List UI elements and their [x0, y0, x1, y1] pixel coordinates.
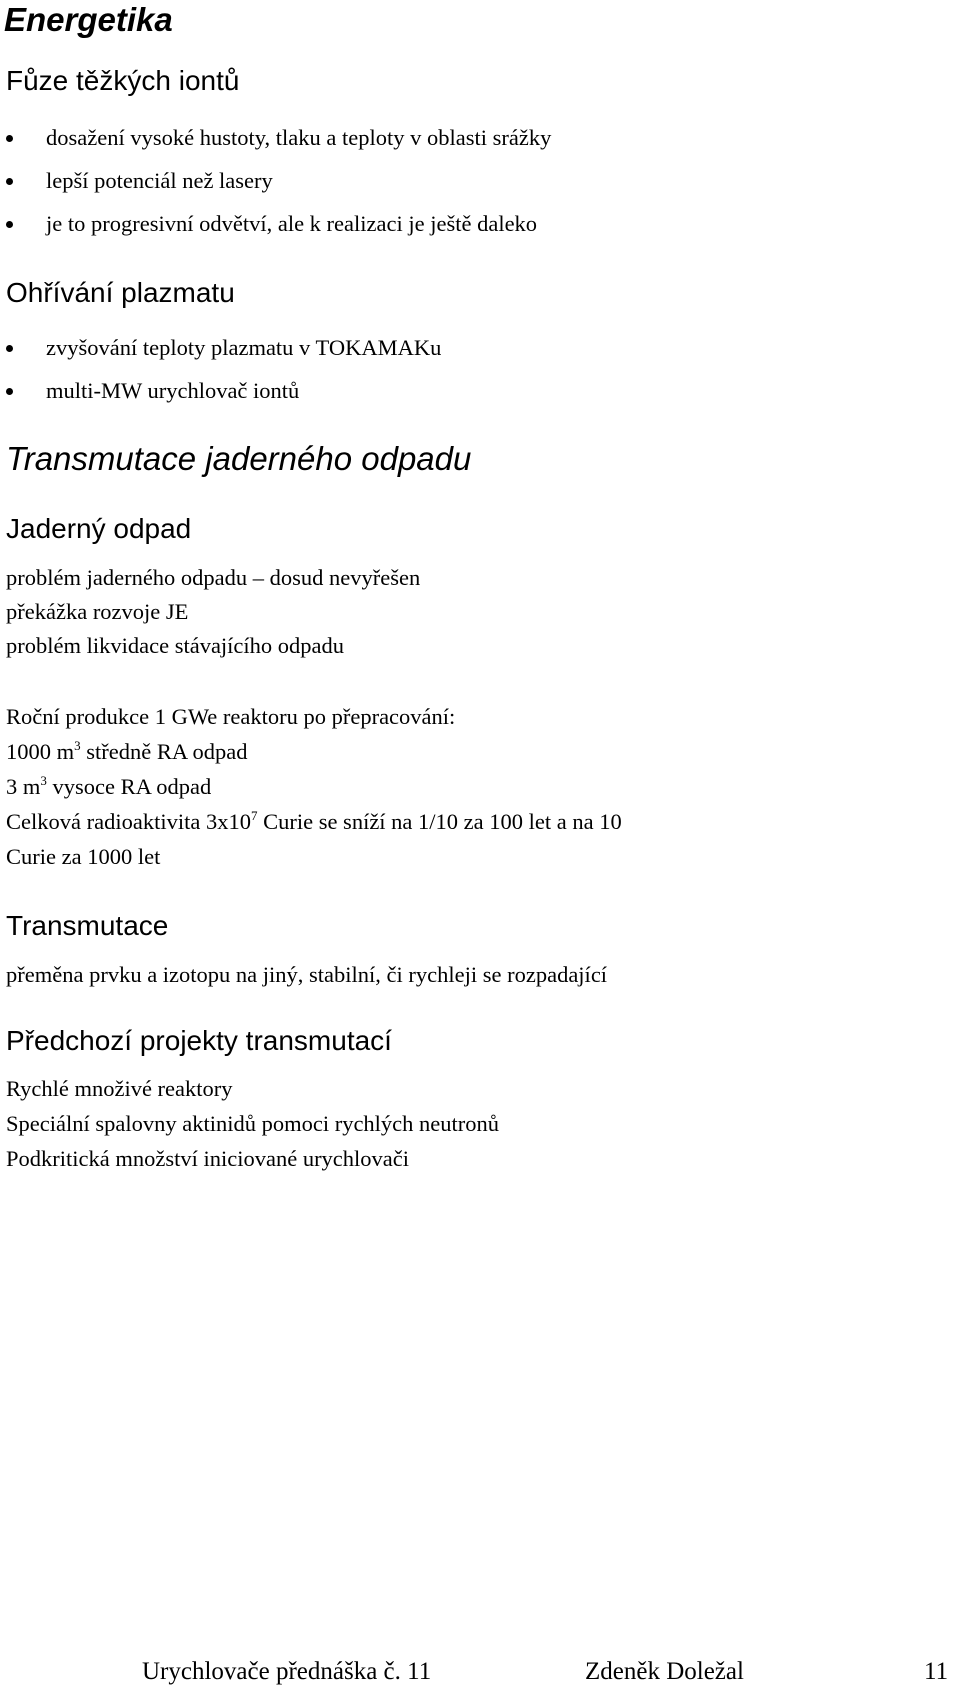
production-line-4: Curie za 1000 let — [6, 844, 161, 869]
heading-projekty: Předchozí projekty transmutací — [6, 1025, 392, 1056]
footer-page-number: 11 — [924, 1658, 949, 1685]
footer-course: Urychlovače přednáška č. 11 — [142, 1658, 432, 1685]
transmutace-definition: přeměna prvku a izotopu na jiný, stabilní, či rychleji se rozpadající — [6, 962, 608, 987]
heading-fuze: Fůze těžkých iontů — [6, 65, 240, 96]
text-line: Rychlé množivé reaktory — [6, 1076, 233, 1101]
bullet-icon — [6, 221, 13, 228]
text-line: problém jaderného odpadu – dosud nevyřešen — [6, 565, 421, 590]
production-line-1: 1000 $m^3$ středně RA odpad — [6, 738, 248, 764]
heading-transmutace: Transmutace — [6, 910, 169, 941]
production-intro: Roční produkce 1 GWe reaktoru po přepracování: — [6, 704, 456, 729]
text-line: Podkritická množství iniciované urychlovači — [6, 1146, 410, 1171]
bullet-icon — [6, 135, 13, 142]
list-item-text: zvyšování teploty plazmatu v TOKAMAKu — [46, 335, 442, 360]
footer-author: Zdeněk Doležal — [585, 1658, 744, 1685]
text-line: Speciální spalovny aktinidů pomoci rychlých neutronů — [6, 1111, 500, 1136]
list-item-text: je to progresivní odvětví, ale k realizaci je ještě daleko — [46, 211, 538, 236]
production-line-2: 3 $m^3$ vysoce RA odpad — [6, 773, 212, 799]
heading-jaderny-odpad: Jaderný odpad — [6, 513, 192, 544]
bullet-icon — [6, 178, 13, 185]
heading-ohrivani: Ohřívání plazmatu — [6, 277, 235, 308]
section-title-transmutace: Transmutace jaderného odpadu — [6, 440, 472, 477]
production-line-3: Celková radioaktivita $3x10^7$ Curie se sníží na 1/10 za 100 let a na 10 — [6, 808, 622, 834]
bullet-icon — [6, 345, 13, 352]
text-line: překážka rozvoje JE — [6, 599, 189, 624]
list-item-text: lepší potenciál než lasery — [46, 168, 273, 193]
section-title-energetika: Energetika — [4, 1, 173, 38]
list-item-text: dosažení vysoké hustoty, tlaku a teploty v oblasti srážky — [46, 125, 552, 150]
list-item-text: multi-MW urychlovač iontů — [46, 378, 300, 403]
text-line: problém likvidace stávajícího odpadu — [6, 633, 345, 658]
bullet-icon — [6, 388, 13, 395]
